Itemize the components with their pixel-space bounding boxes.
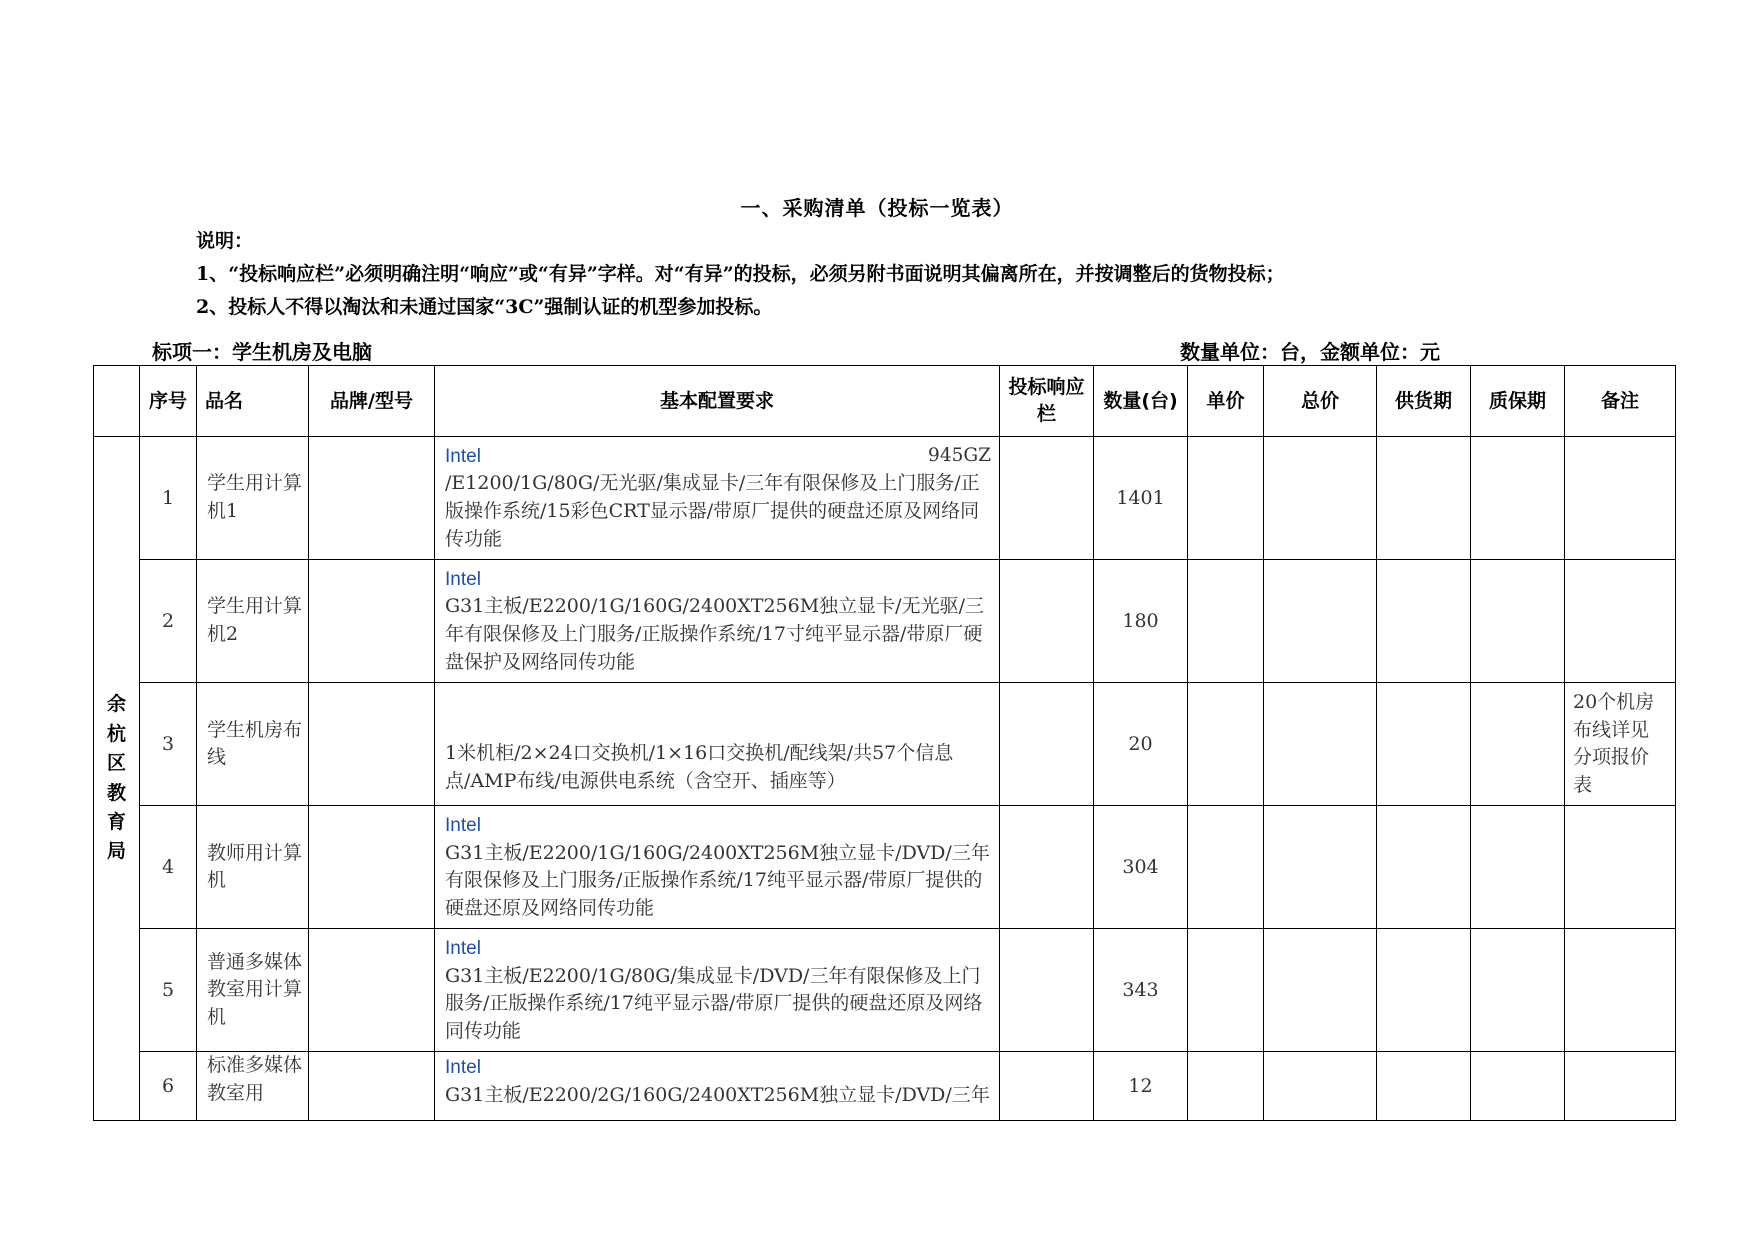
row-delivery [1377,437,1471,560]
row-brand [309,683,435,806]
row-qty: 20 [1094,683,1188,806]
row-name: 学生机房布线 [197,683,309,806]
note-item-2: 2、投标人不得以淘汰和未通过国家“3C”强制认证的机型参加投标。 [196,296,773,318]
row-qty: 343 [1094,929,1188,1052]
row-unit-price [1188,683,1264,806]
row-unit-price [1188,1052,1264,1121]
model-text: 945GZ [928,444,991,466]
row-total-price [1264,929,1377,1052]
header-name: 品名 [197,366,309,437]
row-warranty [1471,560,1565,683]
note-item-1: 1、“投标响应栏”必须明确注明“响应”或“有异”字样。对“有异”的投标，必须另附书面说明其偏离所在，并按调整后的货物投标； [196,263,1285,285]
row-total-price [1264,560,1377,683]
table-header-row [94,366,1676,437]
row-spec [435,806,1000,929]
spec-text: G31主板/E2200/1G/80G/集成显卡/DVD/三年有限保修及上门服务/正版操作系统/17纯平显示器/带原厂提供的硬盘还原及网络同传功能 [445,964,983,1042]
row-name: 普通多媒体教室用计算机 [197,929,309,1052]
row-spec [435,1052,1000,1121]
row-unit-price [1188,560,1264,683]
row-brand [309,929,435,1052]
row-no: 2 [140,560,197,683]
row-spec [435,437,1000,560]
row-delivery [1377,929,1471,1052]
brand-label [445,443,991,471]
row-qty: 12 [1094,1052,1188,1121]
row-name: 教师用计算机 [197,806,309,929]
header-total-price: 总价 [1264,366,1377,437]
row-remark [1565,437,1676,560]
row-no: 1 [140,437,197,560]
row-response [1000,1052,1094,1121]
row-warranty [1471,437,1565,560]
header-remark: 备注 [1565,366,1676,437]
row-name: 标准多媒体教室用 [197,1052,309,1121]
row-qty: 304 [1094,806,1188,929]
header-no: 序号 [140,366,197,437]
row-warranty [1471,806,1565,929]
notes-label: 说明： [196,230,254,252]
row-total-price [1264,806,1377,929]
row-no: 4 [140,806,197,929]
units-label: 数量单位：台，金额单位：元 [1180,340,1440,364]
header-qty: 数量(台) [1094,366,1188,437]
spec-text: G31主板/E2200/1G/160G/2400XT256M独立显卡/DVD/三年有限保修及上门服务/正版操作系统/17纯平显示器/带原厂提供的硬盘还原及网络同传功能 [445,841,990,919]
row-total-price [1264,437,1377,560]
row-delivery [1377,806,1471,929]
row-no: 3 [140,683,197,806]
row-response [1000,560,1094,683]
table-row [94,806,1676,929]
row-response [1000,929,1094,1052]
table-row [94,437,1676,560]
procurement-table [93,365,1676,1121]
spec-text: G31主板/E2200/1G/160G/2400XT256M独立显卡/无光驱/三年有限保修及上门服务/正版操作系统/17寸纯平显示器/带原厂硬盘保护及网络同传功能 [445,595,984,673]
spec-text: G31主板/E2200/2G/160G/2400XT256M独立显卡/DVD/三年 [445,1083,990,1106]
header-delivery: 供货期 [1377,366,1471,437]
row-total-price [1264,1052,1377,1121]
row-remark: 20个机房布线详见分项报价表 [1565,683,1676,806]
brand-label: Intel [445,815,481,837]
row-unit-price [1188,437,1264,560]
row-name: 学生用计算机2 [197,560,309,683]
header-unit-price: 单价 [1188,366,1264,437]
row-qty: 180 [1094,560,1188,683]
row-warranty [1471,929,1565,1052]
spec-text: 1米机柜/2×24口交换机/1×16口交换机/配线架/共57个信息点/AMP布线/电源供电系统（含空开、插座等） [445,742,954,792]
page-title: 一、采购清单（投标一览表） [740,196,1014,220]
row-remark [1565,1052,1676,1121]
header-response: 投标响应栏 [1000,366,1094,437]
row-remark [1565,806,1676,929]
brand-label: Intel [445,568,481,590]
brand-label: Intel [445,938,481,960]
org-label: 余杭区教育局 [106,693,126,863]
row-qty: 1401 [1094,437,1188,560]
row-spec [435,929,1000,1052]
header-brand: 品牌/型号 [309,366,435,437]
row-delivery [1377,560,1471,683]
header-org [94,366,140,437]
row-unit-price [1188,929,1264,1052]
org-cell [94,437,140,1121]
row-no: 5 [140,929,197,1052]
row-delivery [1377,683,1471,806]
table-row [94,929,1676,1052]
brand-label: Intel [445,1057,481,1079]
row-response [1000,806,1094,929]
row-brand [309,560,435,683]
brand-text: Intel [445,445,481,467]
row-unit-price [1188,806,1264,929]
row-remark [1565,560,1676,683]
section-label: 标项一：学生机房及电脑 [152,340,372,364]
row-brand [309,437,435,560]
table-row [94,560,1676,683]
row-response [1000,683,1094,806]
row-spec [435,683,1000,806]
row-brand [309,806,435,929]
row-name: 学生用计算机1 [197,437,309,560]
spec-text: /E1200/1G/80G/无光驱/集成显卡/三年有限保修及上门服务/正版操作系统/15彩色CRT显示器/带原厂提供的硬盘还原及网络同传功能 [445,472,980,550]
header-warranty: 质保期 [1471,366,1565,437]
table-row [94,683,1676,806]
row-no: 6 [140,1052,197,1121]
row-warranty [1471,683,1565,806]
row-spec [435,560,1000,683]
row-delivery [1377,1052,1471,1121]
row-brand [309,1052,435,1121]
row-warranty [1471,1052,1565,1121]
table-row [94,1052,1676,1121]
row-response [1000,437,1094,560]
row-total-price [1264,683,1377,806]
row-remark [1565,929,1676,1052]
header-spec: 基本配置要求 [435,366,1000,437]
